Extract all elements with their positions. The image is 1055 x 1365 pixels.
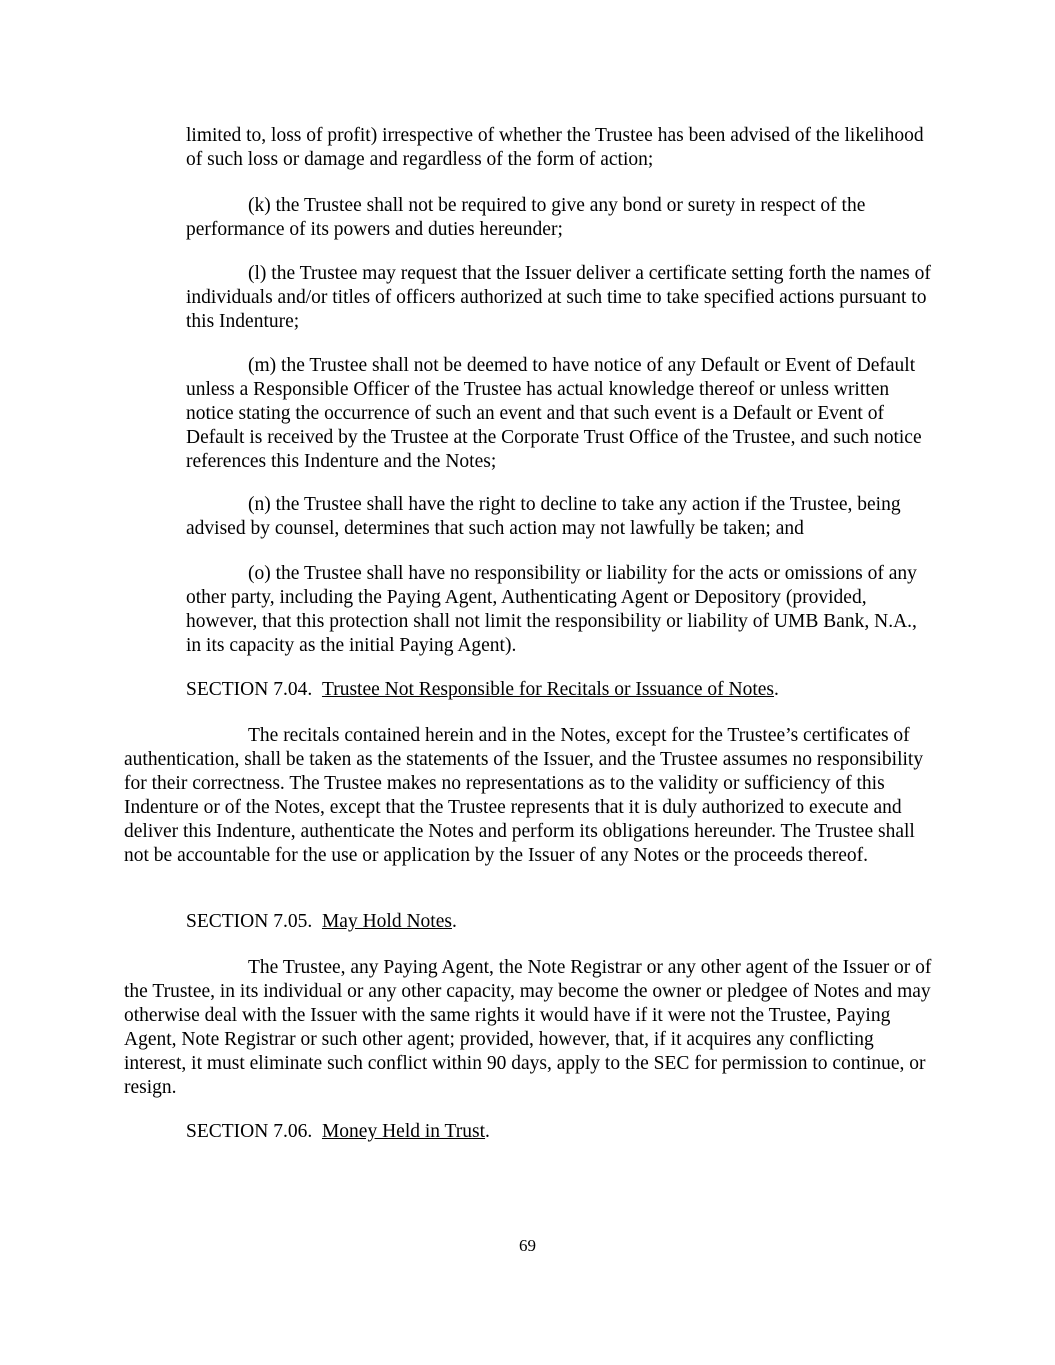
section-title: Trustee Not Responsible for Recitals or Issuance of Notes	[321, 679, 775, 700]
section-title-end: .	[774, 679, 779, 700]
paragraph-l: (l) the Trustee may request that the Issuer deliver a certificate setting forth the names of individuals and/or titles of officers authorized at such time to take specified actions pursuant to this Indenture;	[186, 263, 931, 332]
paragraph-j-continuation: limited to, loss of profit) irrespective of whether the Trustee has been advised of the likelihood of such loss or damage and regardless of the form of action;	[186, 125, 924, 170]
page-number: 69	[519, 1236, 536, 1255]
section-number: SECTION 7.04.	[186, 679, 313, 700]
section-7-04-body: The recitals contained herein and in the Notes, except for the Trustee’s certificates of authentication, shall be taken as the statements of the Issuer, and the Trustee assumes no responsibility for their correctness. The Trustee makes no representations as to the validity or sufficiency of this Indenture or of the Notes, except that the Trustee represents that it is duly authorized to execute and deliver this Indenture, authenticate the Notes and perform its obligations hereunder. The Trustee shall not be accountable for the use or application by the Issuer of any Notes or the proceeds thereof.	[124, 725, 924, 866]
paragraph-m: (m) the Trustee shall not be deemed to have notice of any Default or Event of Default unless a Responsible Officer of the Trustee has actual knowledge thereof or unless written notice stating the occurrence of such an event and that such event is a Default or Event of Default is received by the Trustee at the Corporate Trust Office of the Trustee, and such notice references this Indenture and the Notes;	[186, 355, 922, 472]
paragraph-o: (o) the Trustee shall have no responsibility or liability for the acts or omissions of any other party, including the Paying Agent, Authenticating Agent or Depository (provided, however, that this protection shall not limit the responsibility or liability of UMB Bank, N.A., in its capacity as the initial Paying Agent).	[186, 563, 917, 656]
section-7-04-heading	[186, 678, 936, 702]
section-7-05-heading	[186, 910, 936, 934]
paragraph-n: (n) the Trustee shall have the right to decline to take any action if the Trustee, being advised by counsel, determines that such action may not lawfully be taken; and	[186, 494, 901, 539]
section-title: Money Held in Trust	[321, 1121, 486, 1142]
section-number: SECTION 7.05.	[186, 911, 313, 932]
paragraph-k: (k) the Trustee shall not be required to give any bond or surety in respect of the performance of its powers and duties hereunder;	[186, 195, 866, 240]
section-number: SECTION 7.06.	[186, 1121, 313, 1142]
section-title: May Hold Notes	[321, 911, 452, 932]
section-title-end: .	[451, 911, 457, 932]
section-7-06-heading	[186, 1120, 936, 1144]
section-7-05-body: The Trustee, any Paying Agent, the Note Registrar or any other agent of the Issuer or of the Trustee, in its individual or any other capacity, may become the owner or pledgee of Notes and may otherwise deal with the Issuer with the same rights it would have if it were not the Trustee, Paying Agent, Note Registrar or such other agent; provided, however, that, if it acquires any conflicting interest, it must eliminate such conflict within 90 days, apply to the SEC for permission to continue, or resign.	[124, 957, 932, 1098]
section-title-end: .	[485, 1121, 490, 1142]
